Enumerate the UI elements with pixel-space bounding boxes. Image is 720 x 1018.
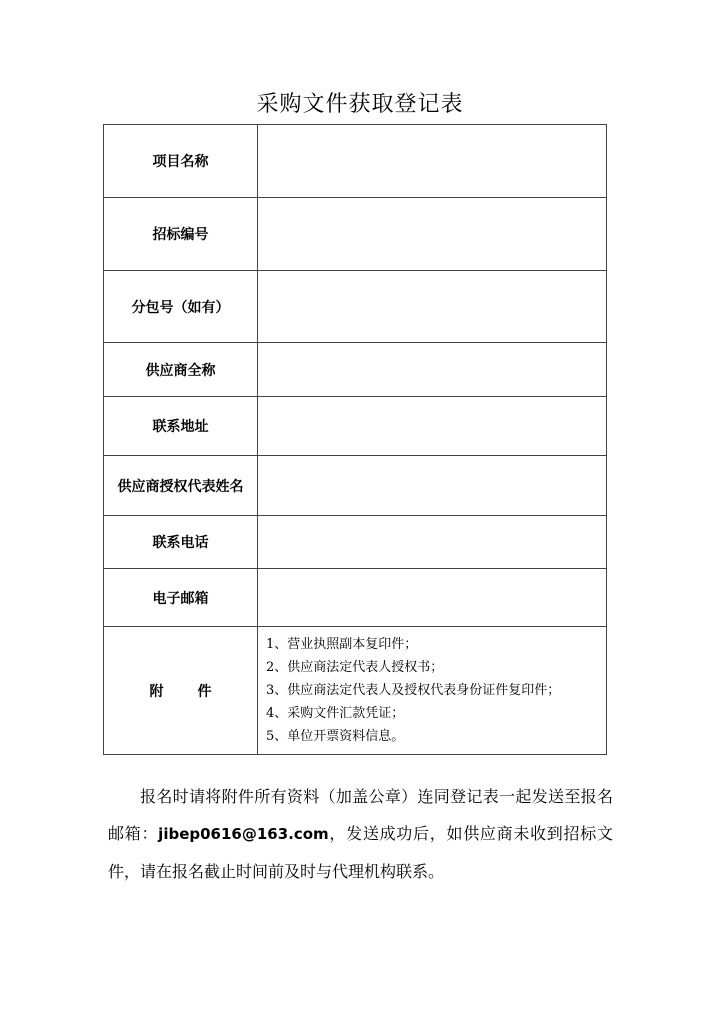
project-name-field[interactable] bbox=[258, 125, 607, 198]
list-item: 2、供应商法定代表人授权书； bbox=[266, 660, 444, 675]
authorized-rep-name-field[interactable] bbox=[258, 456, 607, 516]
contact-phone-field[interactable] bbox=[258, 516, 607, 569]
submission-note bbox=[108, 778, 613, 890]
supplier-full-name-field[interactable] bbox=[258, 343, 607, 397]
note-text-before: 报名时请将附件所有资料（加盖公章）连同登记表一起发送至报名邮箱： bbox=[108, 787, 613, 843]
table-row bbox=[104, 569, 607, 627]
registration-form-table bbox=[103, 124, 607, 755]
list-item: 3、供应商法定代表人及授权代表身份证件复印件； bbox=[266, 683, 561, 698]
table-row bbox=[104, 627, 607, 755]
contact-phone-label: 联系电话 bbox=[104, 516, 258, 569]
table-row bbox=[104, 125, 607, 198]
list-item: 1、营业执照副本复印件； bbox=[266, 637, 418, 652]
table-row bbox=[104, 198, 607, 271]
contact-address-label: 联系地址 bbox=[104, 397, 258, 456]
contact-address-field[interactable] bbox=[258, 397, 607, 456]
authorized-rep-name-label: 供应商授权代表姓名 bbox=[104, 456, 258, 516]
lot-number-label: 分包号（如有） bbox=[104, 271, 258, 343]
attachments-cell bbox=[258, 627, 607, 755]
table-row bbox=[104, 343, 607, 397]
supplier-full-name-label: 供应商全称 bbox=[104, 343, 258, 397]
attachments-label: 附件 bbox=[104, 627, 258, 755]
lot-number-field[interactable] bbox=[258, 271, 607, 343]
attachments-list bbox=[258, 627, 606, 754]
table-row bbox=[104, 271, 607, 343]
note-text-after: ，发送成功后，如供应商未收到招标文件，请在报名截止时间前及时与代理机构联系。 bbox=[108, 824, 613, 881]
table-row bbox=[104, 397, 607, 456]
table-row bbox=[104, 456, 607, 516]
form-title: 采购文件获取登记表 bbox=[256, 92, 464, 117]
list-item: 4、采购文件汇款凭证； bbox=[266, 706, 405, 721]
tender-number-label: 招标编号 bbox=[104, 198, 258, 271]
project-name-label: 项目名称 bbox=[104, 125, 258, 198]
registration-email: jibep0616@163.com bbox=[158, 825, 329, 843]
tender-number-field[interactable] bbox=[258, 198, 607, 271]
table-row bbox=[104, 516, 607, 569]
list-item: 5、单位开票资料信息。 bbox=[266, 729, 405, 744]
email-field[interactable] bbox=[258, 569, 607, 627]
email-label: 电子邮箱 bbox=[104, 569, 258, 627]
